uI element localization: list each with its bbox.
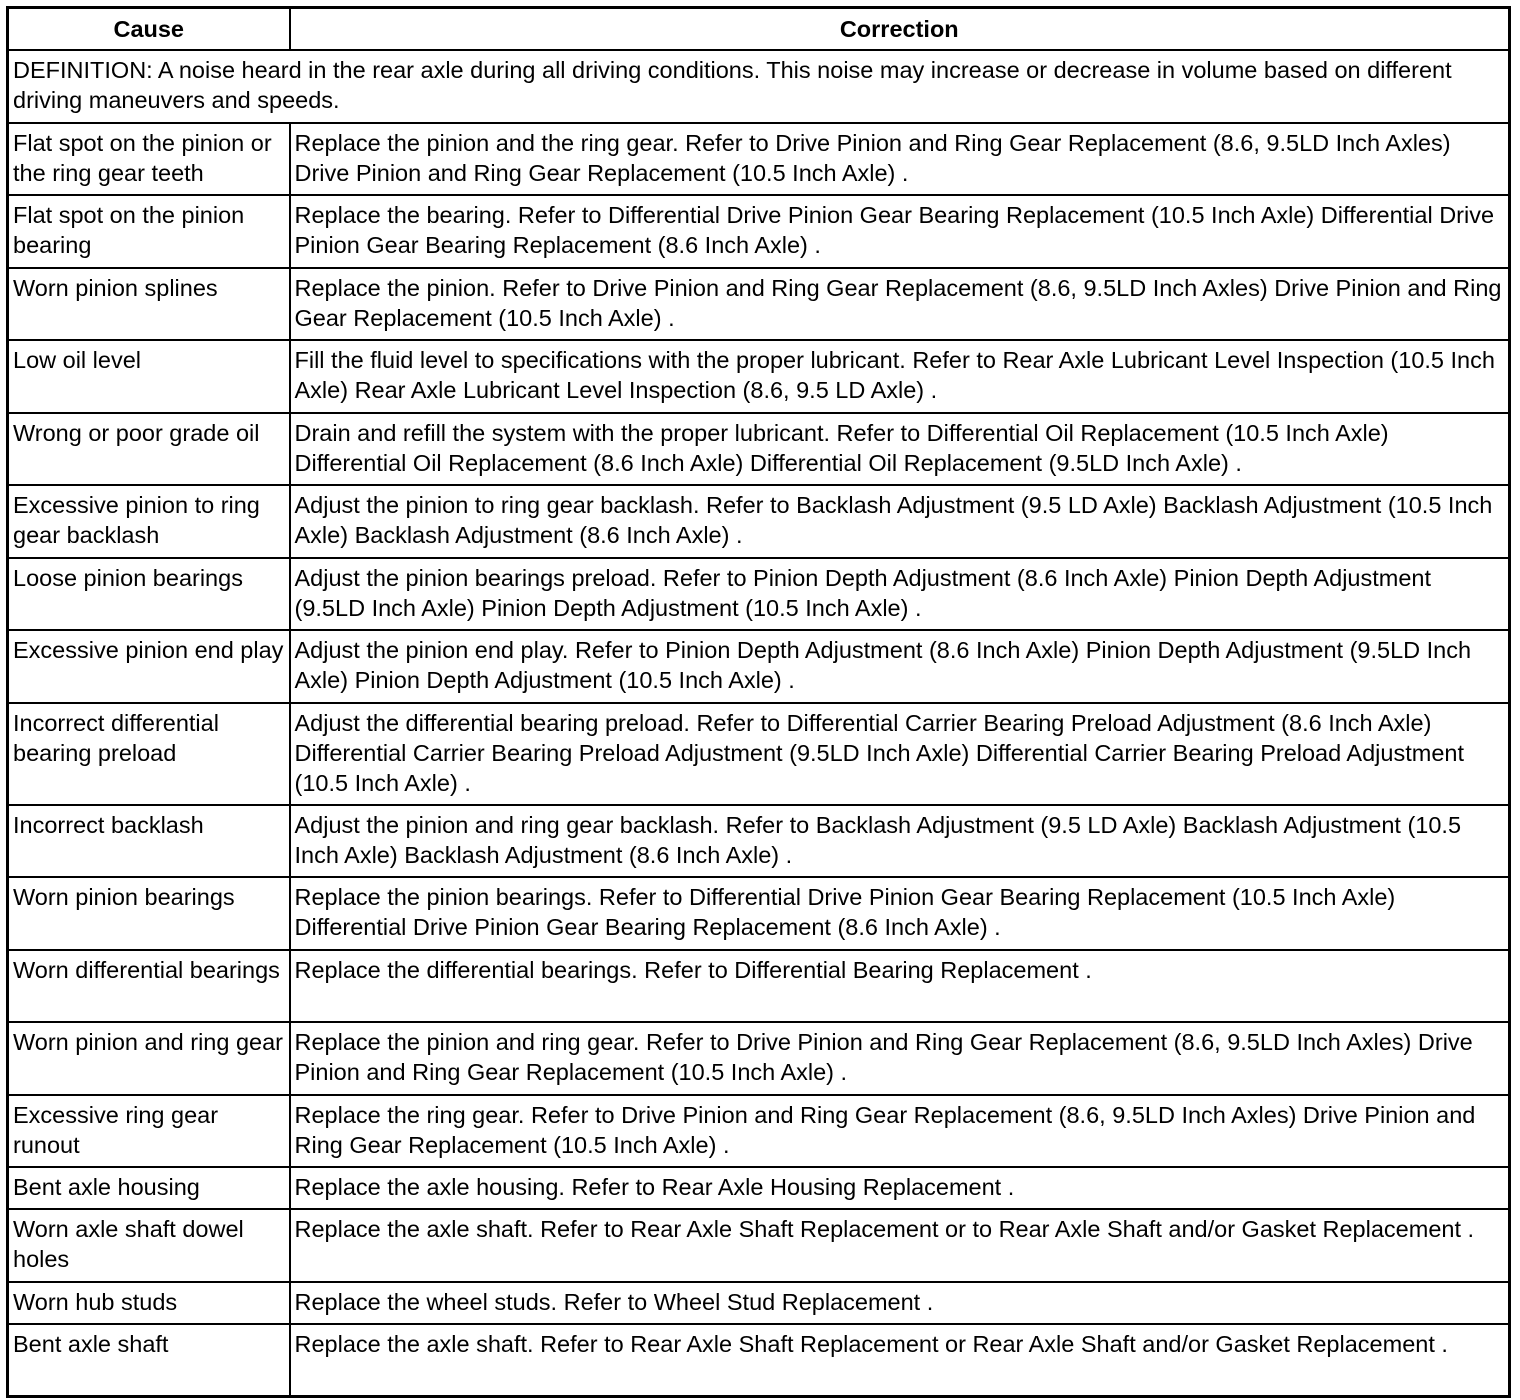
table-row [8,340,1510,413]
diagnosis-table [6,6,1511,1398]
correction-cell: Adjust the pinion end play. Refer to Pinion Depth Adjustment (8.6 Inch Axle) Pinion Depth Adjustment (9.5LD Inch Axle) Pinion Depth Adjustment (10.5 Inch Axle) . [290,630,1510,703]
table-row [8,1209,1510,1282]
cause-cell: Excessive pinion end play [8,630,290,703]
cause-cell: Flat spot on the pinion or the ring gear teeth [8,123,290,196]
table-row [8,805,1510,878]
table-row [8,1167,1510,1209]
table-row [8,268,1510,341]
cause-cell: Worn differential bearings [8,950,290,1023]
definition-row [8,50,1510,123]
correction-cell: Replace the axle shaft. Refer to Rear Axle Shaft Replacement or Rear Axle Shaft and/or Gasket Replacement . [290,1324,1510,1397]
table-row [8,630,1510,703]
correction-cell: Replace the bearing. Refer to Differential Drive Pinion Gear Bearing Replacement (10.5 Inch Axle) Differential Drive Pinion Gear Bearing Replacement (8.6 Inch Axle) . [290,195,1510,268]
correction-cell: Replace the axle shaft. Refer to Rear Axle Shaft Replacement or to Rear Axle Shaft and/or Gasket Replacement . [290,1209,1510,1282]
cause-cell: Excessive ring gear runout [8,1095,290,1168]
header-cause: Cause [8,8,290,50]
table-header-row [8,8,1510,50]
correction-cell: Replace the differential bearings. Refer to Differential Bearing Replacement . [290,950,1510,1023]
table-row [8,703,1510,805]
correction-cell: Fill the fluid level to specifications with the proper lubricant. Refer to Rear Axle Lubricant Level Inspection (10.5 Inch Axle) Rear Axle Lubricant Level Inspection (8.6, 9.5 LD Axle) . [290,340,1510,413]
cause-cell: Worn hub studs [8,1282,290,1324]
table-row [8,1282,1510,1324]
correction-cell: Replace the axle housing. Refer to Rear Axle Housing Replacement . [290,1167,1510,1209]
correction-cell: Adjust the differential bearing preload. Refer to Differential Carrier Bearing Preload Adjustment (8.6 Inch Axle) Differential Carrier Bearing Preload Adjustment (9.5LD Inch Axle) Differential Carrier Bearing Preload Adjustment (10.5 Inch Axle) . [290,703,1510,805]
table-row [8,1095,1510,1168]
correction-cell: Replace the pinion bearings. Refer to Differential Drive Pinion Gear Bearing Replacement (10.5 Inch Axle) Differential Drive Pinion Gear Bearing Replacement (8.6 Inch Axle) . [290,877,1510,950]
cause-cell: Worn pinion and ring gear [8,1022,290,1095]
table-row [8,413,1510,486]
table-row [8,558,1510,631]
document-page [6,6,1508,1398]
cause-cell: Flat spot on the pinion bearing [8,195,290,268]
cause-cell: Low oil level [8,340,290,413]
table-row [8,877,1510,950]
table-row [8,1324,1510,1397]
correction-cell: Adjust the pinion and ring gear backlash. Refer to Backlash Adjustment (9.5 LD Axle) Backlash Adjustment (10.5 Inch Axle) Backlash Adjustment (8.6 Inch Axle) . [290,805,1510,878]
table-row [8,123,1510,196]
definition-text: DEFINITION: A noise heard in the rear axle during all driving conditions. This noise may increase or decrease in volume based on different driving maneuvers and speeds. [8,50,1510,123]
correction-cell: Replace the pinion and the ring gear. Refer to Drive Pinion and Ring Gear Replacement (8.6, 9.5LD Inch Axles) Drive Pinion and Ring Gear Replacement (10.5 Inch Axle) . [290,123,1510,196]
table-row [8,485,1510,558]
header-correction: Correction [290,8,1510,50]
correction-cell: Drain and refill the system with the proper lubricant. Refer to Differential Oil Replacement (10.5 Inch Axle) Differential Oil Replacement (8.6 Inch Axle) Differential Oil Replacement (9.5LD Inch Axle) . [290,413,1510,486]
cause-cell: Excessive pinion to ring gear backlash [8,485,290,558]
correction-cell: Replace the pinion. Refer to Drive Pinion and Ring Gear Replacement (8.6, 9.5LD Inch Axles) Drive Pinion and Ring Gear Replacement (10.5 Inch Axle) . [290,268,1510,341]
cause-cell: Wrong or poor grade oil [8,413,290,486]
cause-cell: Worn pinion bearings [8,877,290,950]
cause-cell: Worn axle shaft dowel holes [8,1209,290,1282]
correction-cell: Replace the wheel studs. Refer to Wheel Stud Replacement . [290,1282,1510,1324]
cause-cell: Worn pinion splines [8,268,290,341]
table-row [8,1022,1510,1095]
cause-cell: Bent axle shaft [8,1324,290,1397]
table-row [8,950,1510,1023]
table-row [8,195,1510,268]
correction-cell: Adjust the pinion bearings preload. Refer to Pinion Depth Adjustment (8.6 Inch Axle) Pinion Depth Adjustment (9.5LD Inch Axle) Pinion Depth Adjustment (10.5 Inch Axle) . [290,558,1510,631]
correction-cell: Replace the pinion and ring gear. Refer to Drive Pinion and Ring Gear Replacement (8.6, 9.5LD Inch Axles) Drive Pinion and Ring Gear Replacement (10.5 Inch Axle) . [290,1022,1510,1095]
cause-cell: Bent axle housing [8,1167,290,1209]
cause-cell: Loose pinion bearings [8,558,290,631]
cause-cell: Incorrect backlash [8,805,290,878]
correction-cell: Replace the ring gear. Refer to Drive Pinion and Ring Gear Replacement (8.6, 9.5LD Inch Axles) Drive Pinion and Ring Gear Replacement (10.5 Inch Axle) . [290,1095,1510,1168]
cause-cell: Incorrect differential bearing preload [8,703,290,805]
correction-cell: Adjust the pinion to ring gear backlash. Refer to Backlash Adjustment (9.5 LD Axle) Backlash Adjustment (10.5 Inch Axle) Backlash Adjustment (8.6 Inch Axle) . [290,485,1510,558]
